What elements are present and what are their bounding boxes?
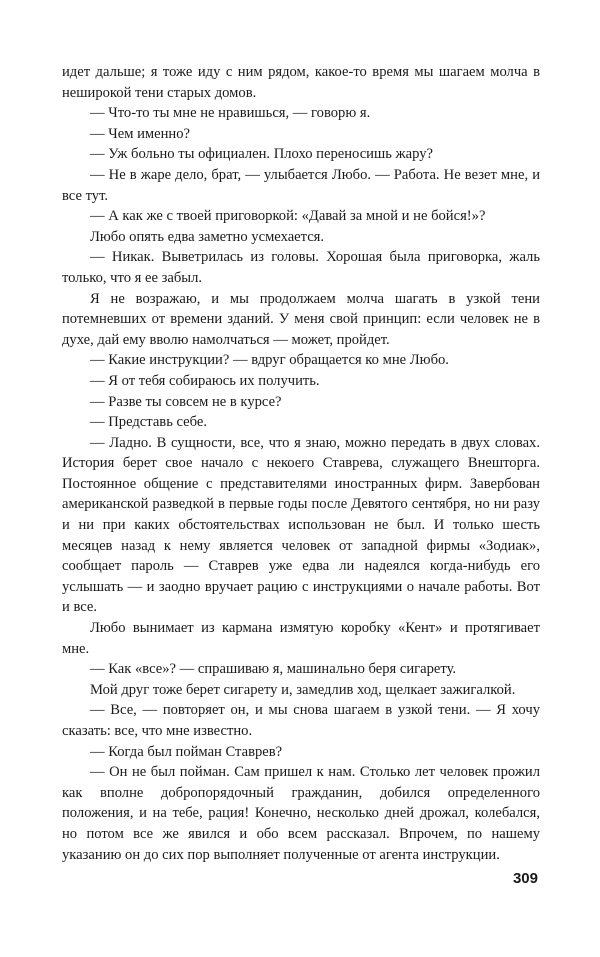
paragraph: — Никак. Выветрилась из головы. Хорошая была приговорка, жаль только, что я ее забыл. xyxy=(62,249,540,286)
paragraph: — Я от тебя собираюсь их получить. xyxy=(90,372,320,389)
paragraph: — А как же с твоей приговоркой: «Давай за мной и не бойся!»? xyxy=(90,208,486,225)
paragraph: — Он не был пойман. Сам пришел к нам. Столько лет человек прожил как вполне добропорядочный гражданин, добился определенного положения, и на тебе, рация! Конечно, несколько дней дрожал, колебался, но потом все же явился и обо всем рассказал. Впрочем, по нашему указанию он до сих пор выполняет полученные от агента инструкции. xyxy=(62,764,540,863)
paragraph: — Разве ты совсем не в курсе? xyxy=(90,393,282,410)
paragraph: — Что-то ты мне не нравишься, — говорю я. xyxy=(90,105,371,122)
paragraph: — Все, — повторяет он, и мы снова шагаем в узкой тени. — Я хочу сказать: все, что мне известно. xyxy=(62,702,540,739)
paragraph: Любо опять едва заметно усмехается. xyxy=(90,228,325,245)
paragraph: идет дальше; я тоже иду с ним рядом, какое-то время мы шагаем молча в неширокой тени старых домов. xyxy=(62,64,540,101)
paragraph: — Уж больно ты официален. Плохо переносишь жару? xyxy=(90,146,433,163)
paragraph: — Чем именно? xyxy=(90,125,191,142)
paragraph: Мой друг тоже берет сигарету и, замедлив ход, щелкает зажигалкой. xyxy=(90,681,516,698)
page-text xyxy=(62,62,540,865)
paragraph: — Ладно. В сущности, все, что я знаю, можно передать в двух словах. История берет свое начало с некоего Ставрева, служащего Внешторга. Постоянное общение с представителями иностранных фирм. Завербован американской разведкой в первые годы после Девятого сентября, но ни разу и ни при каких обстоятельствах использован не был. И только шесть месяцев назад к нему является человек от западной фирмы «Зодиак», сообщает пароль — Ставрев уже едва ли надеялся когда-нибудь его услышать — и заодно вручает рацию с инструкциями о начале работы. Вот и все. xyxy=(62,434,540,616)
paragraph: — Какие инструкции? — вдруг обращается ко мне Любо. xyxy=(90,352,449,369)
page-number: 309 xyxy=(512,870,538,887)
paragraph: Любо вынимает из кармана измятую коробку «Кент» и протягивает мне. xyxy=(62,620,540,657)
paragraph: — Не в жаре дело, брат, — улыбается Любо. — Работа. Не везет мне, и все тут. xyxy=(62,166,540,204)
paragraph: — Как «все»? — спрашиваю я, машинально беря сигарету. xyxy=(90,661,457,678)
paragraph: Я не возражаю, и мы продолжаем молча шагать в узкой тени потемневших от времени зданий. У меня свой принцип: если человек не в духе, дай ему вволю намолчаться — может, пройдет. xyxy=(62,290,540,348)
paragraph: — Представь себе. xyxy=(90,414,207,431)
paragraph: — Когда был пойман Ставрев? xyxy=(90,743,283,760)
